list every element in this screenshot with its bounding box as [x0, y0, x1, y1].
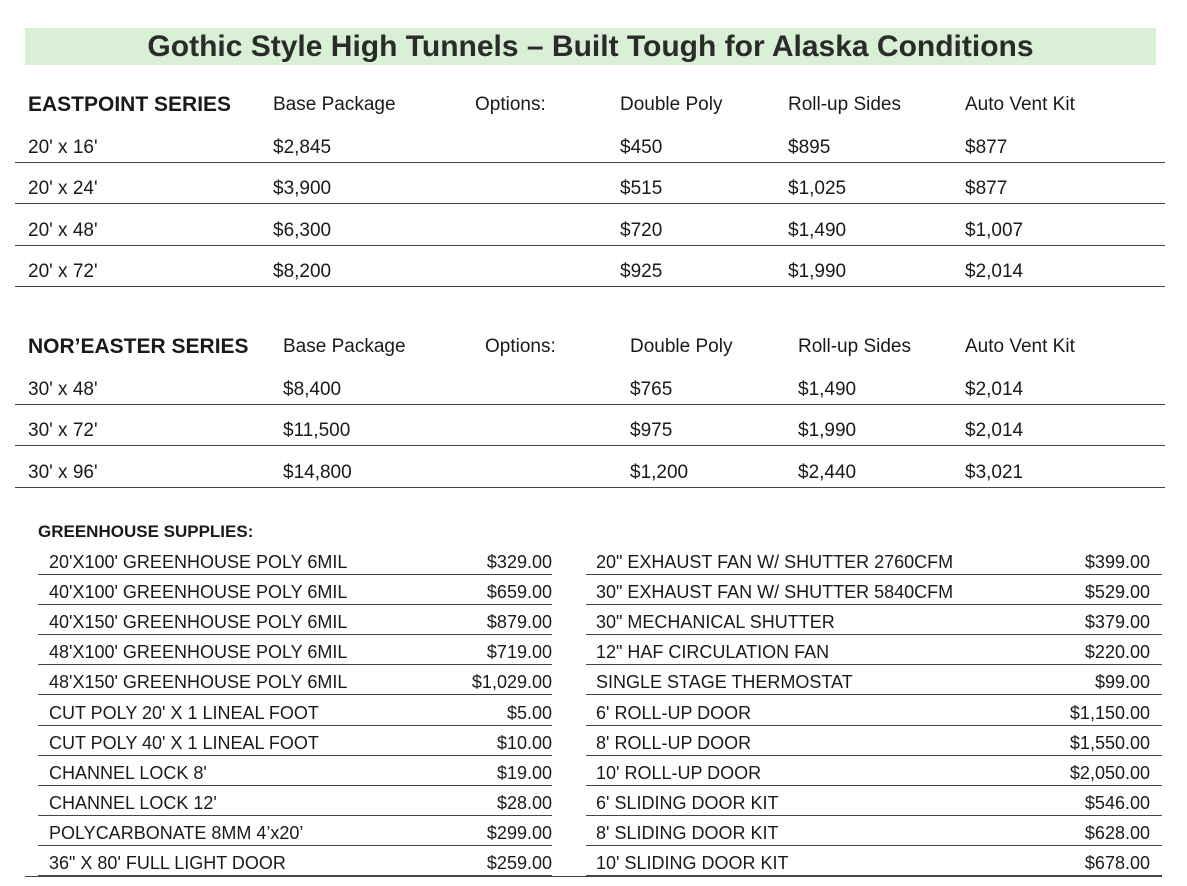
supply-item-price: $1,550.00: [1069, 732, 1150, 753]
vent-cell: $877: [965, 178, 1008, 199]
supply-item-name: 20" EXHAUST FAN W/ SHUTTER 2760CFM: [596, 552, 954, 573]
supply-item-price: $259.00: [486, 853, 552, 874]
header-rollup-sides: Roll-up Sides: [798, 336, 911, 357]
base-price-cell: $8,200: [273, 261, 332, 282]
supplies-bottom-rule: [25, 876, 1162, 877]
double-poly-cell: $720: [620, 219, 663, 241]
supply-item-name: CHANNEL LOCK 8': [49, 762, 207, 783]
size-cell: 30' x 48': [28, 378, 98, 400]
supply-item-price: $659.00: [486, 582, 552, 603]
base-price-cell: $11,500: [283, 420, 351, 441]
table-row: [15, 446, 1165, 488]
header-double-poly: Double Poly: [630, 336, 733, 357]
double-poly-cell: $975: [630, 420, 673, 441]
supply-item-price: $546.00: [1084, 792, 1150, 813]
double-poly-cell: $515: [620, 178, 663, 199]
supply-item-price: $529.00: [1084, 582, 1150, 603]
supply-item-name: 36" X 80' FULL LIGHT DOOR: [49, 853, 286, 874]
supply-item-price: $329.00: [486, 552, 552, 573]
supply-row: [38, 726, 1162, 756]
rollup-cell: $1,990: [798, 420, 857, 441]
header-auto-vent-kit: Auto Vent Kit: [965, 336, 1075, 357]
series-header: [15, 331, 1165, 363]
supply-item-price: $28.00: [496, 792, 552, 813]
double-poly-cell: $925: [620, 261, 663, 282]
base-price-cell: $6,300: [273, 219, 332, 241]
table-row: [15, 204, 1165, 246]
supply-item-price: $628.00: [1084, 822, 1150, 843]
vent-cell: $2,014: [965, 378, 1024, 400]
rollup-cell: $1,490: [788, 219, 847, 241]
table-row: [15, 163, 1165, 205]
supply-item-price: $678.00: [1084, 853, 1150, 874]
supply-row: [38, 605, 1162, 635]
base-price-cell: $8,400: [283, 378, 342, 400]
table-row: [15, 246, 1165, 288]
size-cell: 30' x 72': [28, 420, 98, 441]
header-rollup-sides: Roll-up Sides: [788, 94, 901, 115]
base-price-cell: $3,900: [273, 178, 332, 199]
eastpoint-series-table: [15, 89, 1165, 287]
supply-item-name: 30" MECHANICAL SHUTTER: [596, 612, 835, 633]
supply-item-name: CUT POLY 40' X 1 LINEAL FOOT: [49, 732, 319, 753]
supply-item-price: $379.00: [1084, 612, 1150, 633]
header-options: Options:: [475, 94, 546, 115]
supply-item-price: $2,050.00: [1069, 762, 1150, 783]
supply-item-name: POLYCARBONATE 8MM 4’x20’: [49, 822, 304, 843]
header-options: Options:: [485, 336, 556, 357]
supply-row: [38, 756, 1162, 786]
supply-item-name: 12" HAF CIRCULATION FAN: [596, 642, 830, 663]
supply-item-name: 30" EXHAUST FAN W/ SHUTTER 5840CFM: [596, 582, 954, 603]
supplies-title: GREENHOUSE SUPPLIES:: [38, 522, 254, 541]
supply-item-price: $399.00: [1084, 552, 1150, 573]
supply-item-name: 48'X150' GREENHOUSE POLY 6MIL: [49, 672, 348, 693]
rollup-cell: $1,490: [798, 378, 857, 400]
vent-cell: $3,021: [965, 461, 1024, 483]
table-row: [15, 121, 1165, 163]
supply-row: [38, 846, 1162, 876]
base-price-cell: $2,845: [273, 136, 332, 158]
supply-row: [38, 575, 1162, 605]
supply-item-name: CHANNEL LOCK 12': [49, 792, 217, 813]
supply-item-name: 8' SLIDING DOOR KIT: [596, 822, 779, 843]
supply-item-name: 10' ROLL-UP DOOR: [596, 762, 762, 783]
size-cell: 20' x 72': [28, 261, 98, 282]
series-name: NOR’EASTER SERIES: [28, 335, 249, 358]
supply-item-price: $1,029.00: [471, 672, 552, 693]
vent-cell: $1,007: [965, 219, 1024, 241]
supply-item-price: $220.00: [1084, 642, 1150, 663]
supply-item-name: 8' ROLL-UP DOOR: [596, 732, 752, 753]
base-price-cell: $14,800: [283, 461, 352, 483]
double-poly-cell: $450: [620, 136, 663, 158]
page-title: Gothic Style High Tunnels – Built Tough for Alaska Conditions: [25, 28, 1156, 65]
supply-row: [38, 786, 1162, 816]
rollup-cell: $1,025: [788, 178, 847, 199]
supply-item-name: 20'X100' GREENHOUSE POLY 6MIL: [49, 552, 348, 573]
supplies-table: [38, 545, 1162, 876]
vent-cell: $2,014: [965, 261, 1024, 282]
series-header: [15, 89, 1165, 121]
supply-item-name: SINGLE STAGE THERMOSTAT: [596, 672, 853, 693]
double-poly-cell: $765: [630, 378, 673, 400]
series-name: EASTPOINT SERIES: [28, 93, 232, 116]
vent-cell: $2,014: [965, 420, 1024, 441]
rollup-cell: $2,440: [798, 461, 857, 483]
supply-item-price: $5.00: [506, 702, 552, 723]
size-cell: 20' x 48': [28, 219, 98, 241]
noreaster-series-table: [15, 331, 1165, 488]
supply-item-price: $299.00: [486, 822, 552, 843]
supply-item-name: CUT POLY 20' X 1 LINEAL FOOT: [49, 702, 319, 723]
rollup-cell: $895: [788, 136, 831, 158]
rollup-cell: $1,990: [788, 261, 847, 282]
size-cell: 30' x 96': [28, 461, 98, 483]
header-base-package: Base Package: [283, 336, 406, 357]
supply-item-name: 40'X100' GREENHOUSE POLY 6MIL: [49, 582, 348, 603]
supply-row: [38, 545, 1162, 575]
supply-row: [38, 635, 1162, 665]
supply-item-name: 6' ROLL-UP DOOR: [596, 702, 752, 723]
vent-cell: $877: [965, 136, 1008, 158]
supply-item-name: 40'X150' GREENHOUSE POLY 6MIL: [49, 612, 348, 633]
header-base-package: Base Package: [273, 94, 396, 115]
size-cell: 20' x 16': [28, 136, 98, 158]
supply-item-name: 48'X100' GREENHOUSE POLY 6MIL: [49, 642, 348, 663]
table-row: [15, 405, 1165, 447]
supply-item-name: 10' SLIDING DOOR KIT: [596, 853, 789, 874]
supply-item-price: $879.00: [486, 612, 552, 633]
double-poly-cell: $1,200: [630, 461, 689, 483]
supply-item-price: $99.00: [1094, 672, 1150, 693]
supply-item-name: 6' SLIDING DOOR KIT: [596, 792, 779, 813]
supply-row: [38, 816, 1162, 846]
supply-item-price: $10.00: [496, 732, 552, 753]
supply-row: [38, 695, 1162, 725]
supply-item-price: $1,150.00: [1069, 702, 1150, 723]
size-cell: 20' x 24': [28, 178, 98, 199]
table-row: [15, 363, 1165, 405]
supply-row: [38, 665, 1162, 695]
header-double-poly: Double Poly: [620, 94, 723, 115]
supply-item-price: $19.00: [496, 762, 552, 783]
header-auto-vent-kit: Auto Vent Kit: [965, 94, 1075, 115]
supply-item-price: $719.00: [486, 642, 552, 663]
